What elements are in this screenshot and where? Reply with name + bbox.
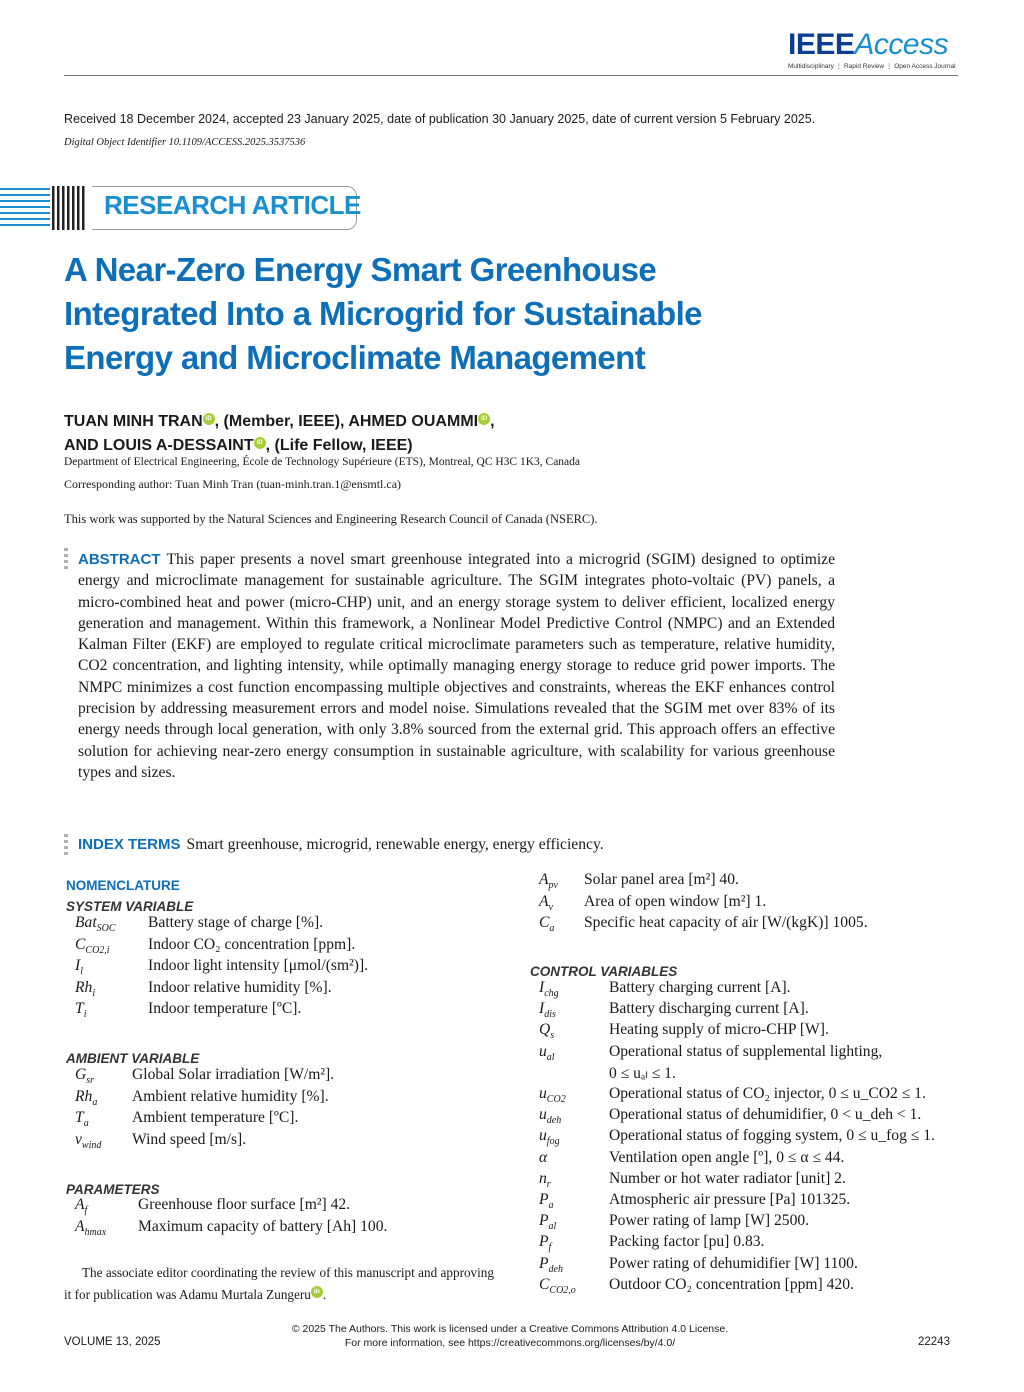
nomenclature-symbol: $C_{CO2,i}$ (75, 935, 110, 956)
nomenclature-description: Power rating of dehumidifier [W] 1100. (609, 1254, 858, 1272)
nomenclature-description: Ambient temperature [ºC]. (132, 1109, 299, 1126)
nomenclature-description: Ambient relative humidity [%]. (132, 1087, 329, 1105)
nomenclature-symbol: $A_{hmax}$ (75, 1217, 107, 1238)
title-line: Integrated Into a Microgrid for Sustainable (64, 295, 702, 332)
section-dots-icon (64, 834, 68, 858)
nomenclature-symbol: $u_{CO2}$ (539, 1085, 566, 1106)
nomenclature-symbol: $C_a$ (539, 914, 555, 935)
nomenclature-description: 0 ≤ uₐₗ ≤ 1. (609, 1064, 676, 1082)
logo-ieee: IEEE (788, 28, 855, 61)
parameters-heading: PARAMETERS (66, 1182, 160, 1197)
nomenclature-description: Heating supply of micro-CHP [W]. (609, 1021, 829, 1039)
nomenclature-symbol: $Q_s$ (539, 1021, 555, 1042)
nomenclature-symbol: $P_f$ (539, 1233, 552, 1254)
nomenclature-symbol: $Rh_a$ (75, 1087, 98, 1108)
nomenclature-symbol: $u_{deh}$ (539, 1106, 562, 1127)
journal-logo (788, 30, 958, 70)
nomenclature-symbol: $P_{al}$ (539, 1212, 557, 1233)
nomenclature-description: Global Solar irradiation [W/m²]. (132, 1066, 335, 1083)
author-name[interactable]: AND LOUIS A-DESSAINT (64, 437, 254, 454)
nomenclature-symbol: $Rh_i$ (75, 978, 96, 999)
index-terms-label: INDEX TERMS (78, 836, 181, 853)
nomenclature-description: Indoor light intensity [μmol/(sm²)]. (148, 957, 369, 974)
orcid-icon[interactable]: iD (254, 437, 266, 449)
nomenclature-symbol: $G_{sr}$ (75, 1066, 95, 1087)
orcid-icon[interactable]: iD (311, 1286, 323, 1298)
section-dots-icon (64, 548, 68, 572)
doi: Digital Object Identifier 10.1109/ACCESS.2025.3537536 (64, 137, 306, 148)
system-variable-list (75, 914, 495, 1024)
footer-page-number: 22243 (918, 1336, 950, 1348)
received-dates: Received 18 December 2024, accepted 23 January 2025, date of publication 30 January 2025, date of current version 5 February 2025. (64, 112, 816, 126)
nomenclature-symbol: Bat$_{SOC}$ (75, 914, 116, 935)
nomenclature-description: Indoor relative humidity [%]. (148, 978, 332, 996)
title-line: A Near-Zero Energy Smart Greenhouse (64, 251, 657, 288)
nomenclature-symbol: $I_{chg}$ (539, 979, 559, 1000)
nomenclature-symbol: $T_a$ (75, 1109, 89, 1130)
header-rule (64, 75, 958, 76)
nomenclature-description: Area of open window [m²] 1. (584, 892, 767, 910)
nomenclature-symbol: $I_{dis}$ (539, 1000, 556, 1021)
paper-title (64, 248, 784, 380)
footer-license (250, 1322, 770, 1350)
nomenclature-heading: NOMENCLATURE (66, 878, 180, 893)
nomenclature-description: Ventilation open angle [º], 0 ≤ α ≤ 44. (609, 1148, 845, 1166)
nomenclature-symbol: $P_a$ (539, 1191, 554, 1212)
logo-tagline: Multidisciplinary ⋮ Rapid Review ⋮ Open Access Journal (788, 63, 956, 70)
article-type-banner: RESEARCH ARTICLE (104, 190, 361, 220)
abstract-text: This paper presents a novel smart greenhouse integrated into a microgrid (SGIM) designed to optimize energy and microclimate management for sustainable agriculture. The SGIM integrates photo-voltaic (PV) panels, a micro-combined heat and power (micro-CHP) unit, and an energy storage system to deliver efficient, localized energy generation and management. Within this framework, a Nonlinear Model Predictive Control (NMPC) and an Extended Kalman Filter (EKF) are employed to regulate critical microclimate parameters such as temperature, relative humidity, CO2 concentration, and lighting intensity, while optimally managing energy storage to reduce grid power imports. The NMPC minimizes a cost function encompassing multiple objectives and constraints, whereas the EKF enhances control precision by addressing measurement errors and model noise. Simulations revealed that the SGIM met over 83% of its energy needs through local generation, with only 3.8% sourced from the external grid. This approach offers an effective solution for achieving near-zero energy consumption in sustainable agriculture, with scalability for various greenhouse types and sizes. (78, 551, 835, 781)
editor-note: The associate editor coordinating the review of this manuscript and approving it for publication was Adamu Murtala Zungeru iD . (64, 1265, 494, 1302)
nomenclature-symbol: $n_r$ (539, 1169, 551, 1190)
nomenclature-symbol: $A_f$ (75, 1196, 88, 1217)
author-name: , (Member, IEEE), AHMED OUAMMI (214, 413, 479, 430)
nomenclature-description: Battery discharging current [A]. (609, 1000, 809, 1018)
banner-bars-icon (52, 186, 92, 230)
nomenclature-description: Solar panel area [m²] 40. (584, 871, 739, 888)
abstract-label: ABSTRACT (78, 551, 161, 568)
control-variables-list (539, 979, 979, 1299)
nomenclature-symbol: $C_{CO2,o}$ (539, 1275, 576, 1296)
parameters-list-continued (539, 871, 959, 937)
nomenclature-symbol: $T_i$ (75, 1000, 87, 1021)
index-terms-text: Smart greenhouse, microgrid, renewable energy, energy efficiency. (186, 836, 604, 853)
footer-volume: VOLUME 13, 2025 (64, 1336, 161, 1348)
author-role: , (Life Fellow, IEEE) (265, 437, 413, 454)
nomenclature-description: Greenhouse floor surface [m²] 42. (138, 1196, 351, 1213)
nomenclature-symbol: $A_{pv}$ (539, 871, 558, 892)
nomenclature-description: Atmospheric air pressure [Pa] 101325. (609, 1191, 851, 1208)
nomenclature-description: Outdoor CO₂ concentration [ppm] 420. (609, 1275, 854, 1293)
banner-stripes-icon (0, 186, 50, 230)
license-link[interactable]: For more information, see https://creativecommons.org/licenses/by/4.0/ (344, 1337, 676, 1349)
author-separator: , (490, 413, 495, 430)
nomenclature-description: Indoor temperature [ºC]. (148, 1000, 302, 1017)
funding-note: This work was supported by the Natural Sciences and Engineering Research Council of Canada (NSERC). (64, 512, 598, 526)
nomenclature-symbol: $A_v$ (539, 892, 553, 913)
nomenclature-description: Specific heat capacity of air [W/(kgK)] 1005. (584, 914, 868, 931)
parameters-list (75, 1196, 495, 1244)
corresponding-author: Corresponding author: Tuan Minh Tran (tuan-minh.tran.1@ensmtl.ca) (64, 477, 402, 491)
nomenclature-symbol: $I_l$ (75, 957, 83, 978)
author-list (64, 410, 495, 458)
nomenclature-description: Battery charging current [A]. (609, 979, 791, 996)
control-variables-heading: CONTROL VARIABLES (530, 964, 678, 979)
nomenclature-description: Operational status of CO₂ injector, 0 ≤ u_CO2 ≤ 1. (609, 1085, 926, 1102)
license-line: © 2025 The Authors. This work is licensed under a Creative Commons Attribution 4.0 License. (291, 1323, 729, 1335)
ambient-variable-list (75, 1066, 495, 1156)
nomenclature-symbol: $u_{al}$ (539, 1042, 555, 1063)
editor-note-text: The associate editor coordinating the review of this manuscript and approving it for publication was Adamu Murtala Zungeru (64, 1265, 494, 1302)
nomenclature-description: Maximum capacity of battery [Ah] 100. (138, 1217, 388, 1235)
nomenclature-description: Packing factor [pu] 0.83. (609, 1233, 765, 1251)
nomenclature-symbol: $P_{deh}$ (539, 1254, 563, 1275)
orcid-icon[interactable]: iD (478, 413, 490, 425)
nomenclature-symbol: α (539, 1148, 548, 1166)
nomenclature-symbol: $u_{fog}$ (539, 1127, 560, 1148)
logo-access: Access (854, 28, 949, 61)
nomenclature-description: Operational status of dehumidifier, 0 < u_deh < 1. (609, 1106, 922, 1124)
author-name[interactable]: TUAN MINH TRAN (64, 413, 203, 430)
nomenclature-symbol: $v_{wind}$ (75, 1130, 102, 1151)
abstract (78, 549, 835, 783)
nomenclature-description: Indoor CO₂ concentration [ppm]. (148, 935, 356, 953)
nomenclature-description: Number or hot water radiator [unit] 2. (609, 1169, 846, 1187)
nomenclature-description: Wind speed [m/s]. (132, 1130, 247, 1148)
nomenclature-description: Operational status of fogging system, 0 ≤ u_fog ≤ 1. (609, 1127, 935, 1145)
index-terms (78, 836, 604, 854)
nomenclature-description: Operational status of supplemental lighting, (609, 1042, 883, 1060)
title-line: Energy and Microclimate Management (64, 339, 646, 376)
orcid-icon[interactable]: iD (203, 413, 215, 425)
ambient-variable-heading: AMBIENT VARIABLE (66, 1051, 200, 1066)
affiliation: Department of Electrical Engineering, École de Technology Supérieure (ETS), Montreal, QC H3C 1K3, Canada (64, 456, 581, 468)
nomenclature-description: Battery stage of charge [%]. (148, 914, 324, 931)
nomenclature-description: Power rating of lamp [W] 2500. (609, 1212, 810, 1230)
system-variable-heading: SYSTEM VARIABLE (66, 899, 194, 914)
